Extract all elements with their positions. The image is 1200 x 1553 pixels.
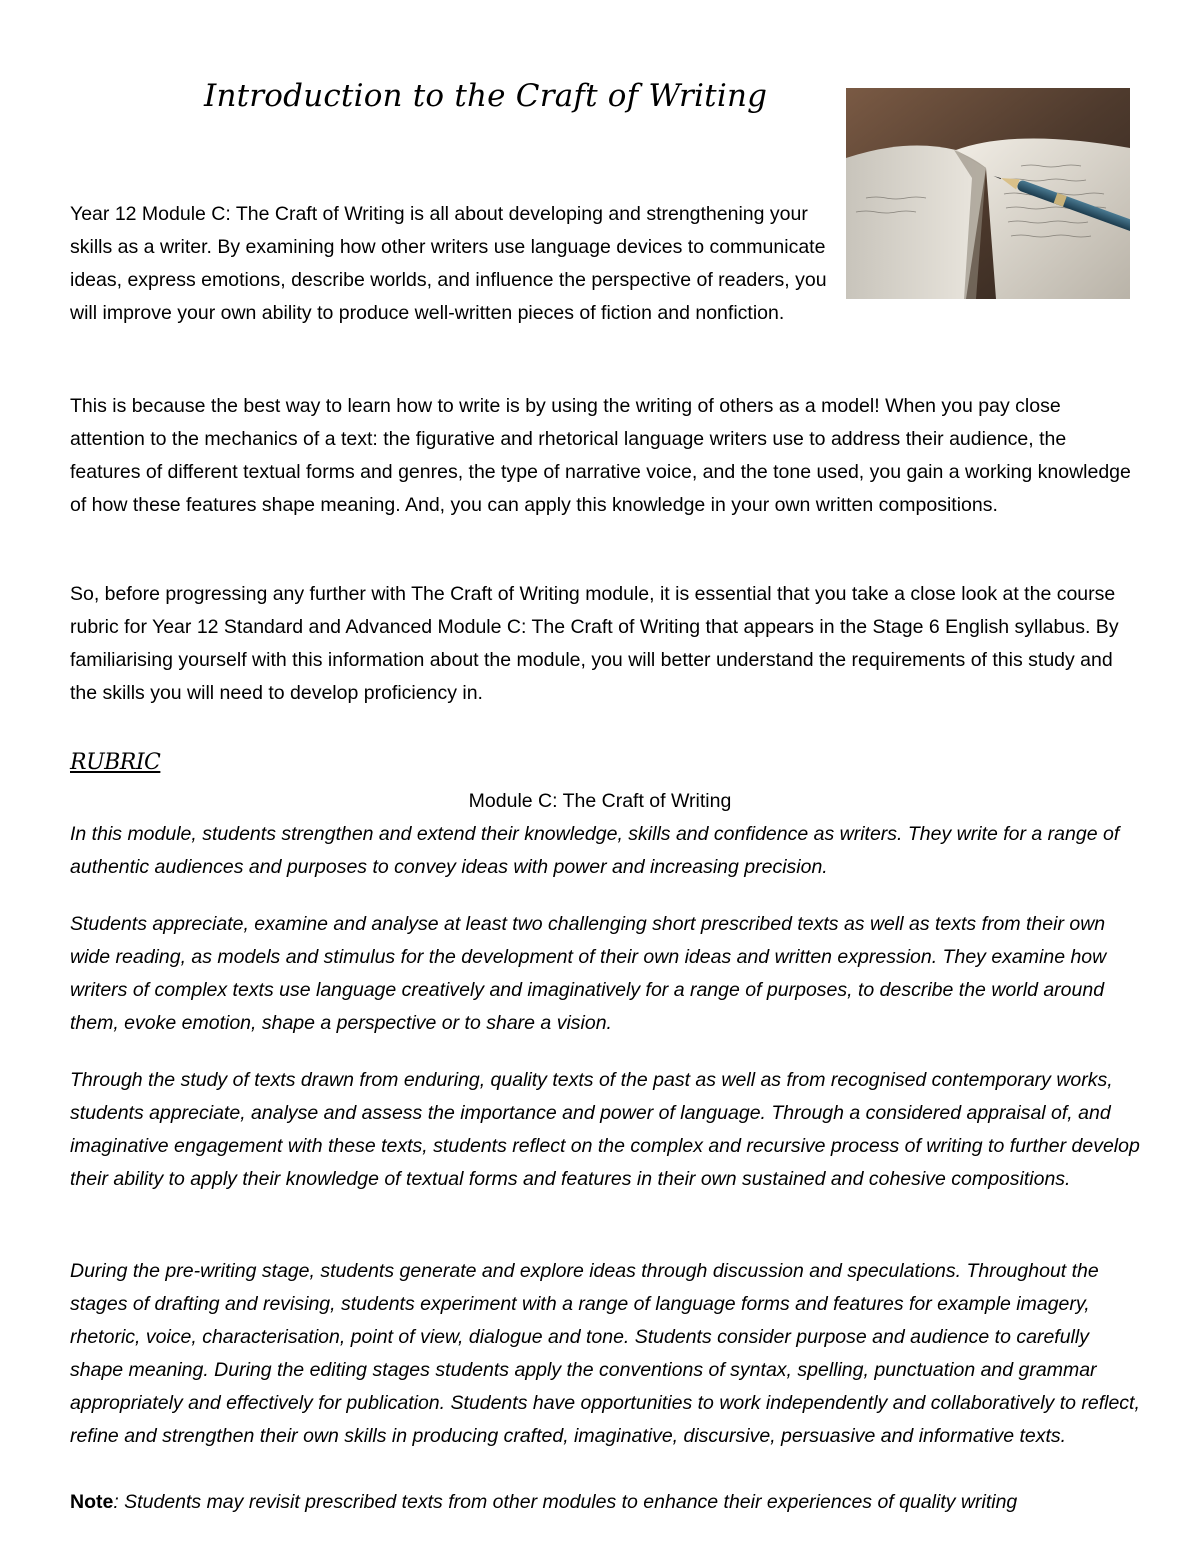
note-label: Note [70,1491,114,1513]
rubric-paragraph-3: Through the study of texts drawn from enduring, quality texts of the past as well as from recognised contemporary works, students appreciate, analyse and assess the importance and power of language. Through a considered appraisal of, and imaginative engagement with these texts, students reflect on the complex and recursive process of writing to further develop their ability to apply their knowledge of textual forms and features in their own sustained and cohesive compositions. [70,1069,1140,1190]
module-title: Module C: The Craft of Writing [468,790,732,812]
rubric-paragraph-4: During the pre-writing stage, students generate and explore ideas through discussion and speculations. Throughout the stages of drafting and revising, students experiment with a range of language forms and features for example imagery, rhetoric, voice, characterisation, point of view, dialogue and tone. Students consider purpose and audience to carefully shape meaning. During the editing stages students apply the conventions of syntax, spelling, punctuation and grammar appropriately and effectively for publication. Students have opportunities to work independently and collaboratively to reflect, refine and strengthen their own skills in producing crafted, imaginative, discursive, persuasive and informative texts. [70,1260,1140,1447]
body-paragraph-3: So, before progressing any further with The Craft of Writing module, it is essential that you take a close look at the course rubric for Year 12 Standard and Advanced Module C: The Craft of Writing that appears in the Stage 6 English syllabus. By familiarising yourself with this information about the module, you will better understand the requirements of this study and the skills you will need to develop proficiency in. [70,583,1119,704]
book-and-pen-photo [846,88,1130,299]
note-text: : Students may revisit prescribed texts from other modules to enhance their experiences of quality writing [113,1491,1018,1513]
rubric-heading: RUBRIC [70,750,161,775]
rubric-paragraph-1: In this module, students strengthen and extend their knowledge, skills and confidence as writers. They write for a range of authentic audiences and purposes to convey ideas with power and increasing precision. [70,823,1120,878]
document-title: Introduction to the Craft of Writing [204,78,768,114]
intro-paragraph: Year 12 Module C: The Craft of Writing is all about developing and strengthening your skills as a writer. By examining how other writers use language devices to communicate ideas, express emotions, describe worlds, and influence the perspective of readers, you will improve your own ability to produce well-written pieces of fiction and nonfiction. [70,203,827,324]
rubric-paragraph-2: Students appreciate, examine and analyse at least two challenging short prescribed texts as well as texts from their own wide reading, as models and stimulus for the development of their own ideas and written expression. They examine how writers of complex texts use language creatively and imaginatively for a range of purposes, to describe the world around them, evoke emotion, shape a perspective or to share a vision. [70,913,1107,1034]
open-book-with-fountain-pen-icon [846,88,1130,299]
rubric-note [70,1486,1140,1519]
body-paragraph-2: This is because the best way to learn how to write is by using the writing of others as a model! When you pay close attention to the mechanics of a text: the figurative and rhetorical language writers use to address their audience, the features of different textual forms and genres, the type of narrative voice, and the tone used, you gain a working knowledge of how these features shape meaning. And, you can apply this knowledge in your own written compositions. [70,395,1131,516]
